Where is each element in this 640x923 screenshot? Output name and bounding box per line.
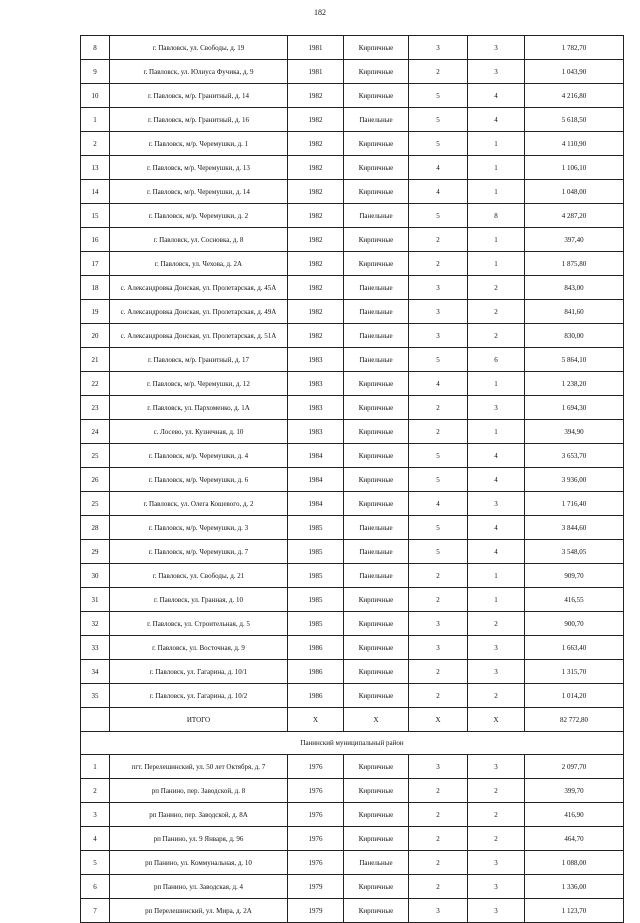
- row-floors: 5: [409, 540, 468, 564]
- table-row: [81, 444, 624, 468]
- row-number: 13: [81, 156, 110, 180]
- row-number: 3: [81, 803, 110, 827]
- row-year: 1981: [288, 60, 344, 84]
- table-row: [81, 516, 624, 540]
- row-year: 1983: [288, 348, 344, 372]
- row-material: Кирпичные: [344, 803, 409, 827]
- row-material: Кирпичные: [344, 492, 409, 516]
- total-row: [81, 708, 624, 732]
- row-address: рп Панино, пер. Заводской, д. 8А: [110, 803, 288, 827]
- row-floors: 2: [409, 228, 468, 252]
- row-year: 1982: [288, 252, 344, 276]
- row-area: 3 653,70: [525, 444, 624, 468]
- row-address: г. Павловск, м/р. Черемушки, д. 3: [110, 516, 288, 540]
- row-area: 1 043,90: [525, 60, 624, 84]
- table-row: [81, 204, 624, 228]
- row-area: 399,70: [525, 779, 624, 803]
- table-row: [81, 612, 624, 636]
- row-year: 1986: [288, 636, 344, 660]
- row-number: 1: [81, 755, 110, 779]
- row-number: 26: [81, 468, 110, 492]
- row-material: Кирпичные: [344, 372, 409, 396]
- row-address: г. Павловск, м/р. Черемушки, д. 7: [110, 540, 288, 564]
- row-floors: 3: [409, 755, 468, 779]
- table-row: [81, 252, 624, 276]
- row-area: 900,70: [525, 612, 624, 636]
- row-material: Кирпичные: [344, 60, 409, 84]
- row-material: Кирпичные: [344, 875, 409, 899]
- row-year: 1976: [288, 755, 344, 779]
- housing-registry-table: [80, 35, 624, 923]
- row-number: 32: [81, 612, 110, 636]
- row-year: 1983: [288, 420, 344, 444]
- row-address: г. Павловск, ул. Олега Кошевого, д. 2: [110, 492, 288, 516]
- table-row: [81, 779, 624, 803]
- table-row: [81, 899, 624, 923]
- row-number: 19: [81, 300, 110, 324]
- row-floors: 4: [409, 372, 468, 396]
- row-address: г. Павловск, м/р. Черемушки, д. 14: [110, 180, 288, 204]
- row-address: г. Павловск, ул. Юлиуса Фучика, д. 9: [110, 60, 288, 84]
- row-entrances: 3: [468, 60, 525, 84]
- row-number: 29: [81, 540, 110, 564]
- row-entrances: 2: [468, 276, 525, 300]
- row-address: г. Павловск, ул. Гагарина, д. 10/2: [110, 684, 288, 708]
- table-row: [81, 636, 624, 660]
- total-year: Х: [288, 708, 344, 732]
- section-title: Панинский муниципальный район: [81, 732, 624, 755]
- row-material: Панельные: [344, 324, 409, 348]
- row-entrances: 2: [468, 684, 525, 708]
- table-row: [81, 588, 624, 612]
- row-year: 1982: [288, 180, 344, 204]
- row-area: 4 287,20: [525, 204, 624, 228]
- row-address: рп Панино, ул. Заводская, д. 4: [110, 875, 288, 899]
- row-entrances: 2: [468, 779, 525, 803]
- table-row: [81, 156, 624, 180]
- row-floors: 3: [409, 612, 468, 636]
- row-address: рп Перелешинский, ул. Мира, д. 2А: [110, 899, 288, 923]
- row-area: 843,00: [525, 276, 624, 300]
- row-floors: 5: [409, 516, 468, 540]
- row-material: Кирпичные: [344, 612, 409, 636]
- row-material: Панельные: [344, 540, 409, 564]
- row-area: 1 875,80: [525, 252, 624, 276]
- table-row: [81, 827, 624, 851]
- row-address: г. Павловск, ул. Гранная, д. 10: [110, 588, 288, 612]
- row-address: г. Павловск, ул. Пархоменко, д. 1А: [110, 396, 288, 420]
- row-entrances: 4: [468, 540, 525, 564]
- row-area: 830,00: [525, 324, 624, 348]
- table-row: [81, 684, 624, 708]
- row-entrances: 2: [468, 827, 525, 851]
- table-row: [81, 540, 624, 564]
- row-area: 416,55: [525, 588, 624, 612]
- row-entrances: 3: [468, 660, 525, 684]
- row-material: Кирпичные: [344, 180, 409, 204]
- row-number: 25: [81, 444, 110, 468]
- table-row: [81, 300, 624, 324]
- row-material: Кирпичные: [344, 660, 409, 684]
- row-address: г. Павловск, ул. Свободы, д. 19: [110, 36, 288, 60]
- row-floors: 5: [409, 468, 468, 492]
- row-number: 8: [81, 36, 110, 60]
- row-floors: 2: [409, 875, 468, 899]
- row-area: 841,60: [525, 300, 624, 324]
- row-floors: 5: [409, 348, 468, 372]
- row-year: 1982: [288, 204, 344, 228]
- row-material: Кирпичные: [344, 228, 409, 252]
- row-year: 1982: [288, 84, 344, 108]
- row-entrances: 8: [468, 204, 525, 228]
- row-number: 31: [81, 588, 110, 612]
- row-area: 909,70: [525, 564, 624, 588]
- row-floors: 4: [409, 492, 468, 516]
- row-entrances: 1: [468, 180, 525, 204]
- row-year: 1979: [288, 875, 344, 899]
- row-floors: 3: [409, 899, 468, 923]
- row-area: 394,90: [525, 420, 624, 444]
- registry-rows-part1: [81, 36, 624, 708]
- row-floors: 4: [409, 156, 468, 180]
- row-material: Кирпичные: [344, 84, 409, 108]
- row-entrances: 1: [468, 156, 525, 180]
- row-address: г. Павловск, ул. Чехова, д. 2А: [110, 252, 288, 276]
- row-floors: 2: [409, 803, 468, 827]
- row-material: Кирпичные: [344, 444, 409, 468]
- row-material: Кирпичные: [344, 132, 409, 156]
- row-year: 1976: [288, 851, 344, 875]
- row-year: 1984: [288, 468, 344, 492]
- row-address: г. Павловск, м/р. Гранитный, д. 17: [110, 348, 288, 372]
- row-address: с. Александровка Донская, ул. Пролетарская, д. 49А: [110, 300, 288, 324]
- page-number: 182: [314, 8, 326, 17]
- row-area: 1 123,70: [525, 899, 624, 923]
- table-row: [81, 228, 624, 252]
- row-area: 1 048,00: [525, 180, 624, 204]
- row-number: 34: [81, 660, 110, 684]
- row-address: г. Павловск, ул. Сосновка, д. 8: [110, 228, 288, 252]
- row-area: 397,40: [525, 228, 624, 252]
- row-floors: 5: [409, 84, 468, 108]
- row-address: с. Александровка Донская, ул. Пролетарская, д. 51А: [110, 324, 288, 348]
- row-floors: 2: [409, 588, 468, 612]
- row-year: 1976: [288, 803, 344, 827]
- row-material: Кирпичные: [344, 420, 409, 444]
- row-number: 9: [81, 60, 110, 84]
- row-entrances: 2: [468, 300, 525, 324]
- row-floors: 2: [409, 684, 468, 708]
- row-material: Кирпичные: [344, 636, 409, 660]
- row-area: 4 216,80: [525, 84, 624, 108]
- row-number: 18: [81, 276, 110, 300]
- table-row: [81, 396, 624, 420]
- row-entrances: 3: [468, 492, 525, 516]
- row-floors: 2: [409, 779, 468, 803]
- table-row: [81, 803, 624, 827]
- row-address: г. Павловск, м/р. Гранитный, д. 14: [110, 84, 288, 108]
- row-area: 3 548,05: [525, 540, 624, 564]
- row-entrances: 1: [468, 588, 525, 612]
- table-row: [81, 36, 624, 60]
- row-entrances: 2: [468, 803, 525, 827]
- row-entrances: 1: [468, 228, 525, 252]
- row-address: г. Павловск, м/р. Черемушки, д. 6: [110, 468, 288, 492]
- row-material: Кирпичные: [344, 36, 409, 60]
- row-year: 1985: [288, 564, 344, 588]
- row-material: Панельные: [344, 516, 409, 540]
- table-row: [81, 468, 624, 492]
- row-area: 4 110,90: [525, 132, 624, 156]
- total-num-cell: [81, 708, 110, 732]
- row-area: 5 864,10: [525, 348, 624, 372]
- row-year: 1982: [288, 156, 344, 180]
- row-year: 1982: [288, 300, 344, 324]
- row-number: 33: [81, 636, 110, 660]
- row-material: Кирпичные: [344, 588, 409, 612]
- row-number: 30: [81, 564, 110, 588]
- row-address: г. Павловск, м/р. Черемушки, д. 4: [110, 444, 288, 468]
- row-entrances: 1: [468, 420, 525, 444]
- row-year: 1982: [288, 228, 344, 252]
- row-floors: 2: [409, 851, 468, 875]
- row-year: 1985: [288, 588, 344, 612]
- row-area: 416,90: [525, 803, 624, 827]
- row-floors: 2: [409, 420, 468, 444]
- table-row: [81, 276, 624, 300]
- row-year: 1983: [288, 372, 344, 396]
- row-year: 1985: [288, 540, 344, 564]
- row-number: 20: [81, 324, 110, 348]
- row-material: Панельные: [344, 851, 409, 875]
- row-address: рп Панино, пер. Заводской, д. 8: [110, 779, 288, 803]
- row-number: 28: [81, 516, 110, 540]
- row-address: г. Павловск, ул. Восточная, д. 9: [110, 636, 288, 660]
- row-area: 1 014,20: [525, 684, 624, 708]
- row-material: Кирпичные: [344, 252, 409, 276]
- row-material: Кирпичные: [344, 827, 409, 851]
- row-entrances: 3: [468, 875, 525, 899]
- row-year: 1985: [288, 612, 344, 636]
- row-area: 1 336,00: [525, 875, 624, 899]
- row-area: 1 106,10: [525, 156, 624, 180]
- row-area: 1 782,70: [525, 36, 624, 60]
- table-row: [81, 108, 624, 132]
- row-entrances: 1: [468, 372, 525, 396]
- total-label: ИТОГО: [110, 708, 288, 732]
- row-number: 5: [81, 851, 110, 875]
- row-year: 1976: [288, 779, 344, 803]
- row-area: 2 097,70: [525, 755, 624, 779]
- row-material: Панельные: [344, 564, 409, 588]
- row-floors: 5: [409, 204, 468, 228]
- table-row: [81, 324, 624, 348]
- table-row: [81, 84, 624, 108]
- row-address: г. Павловск, ул. Свободы, д. 21: [110, 564, 288, 588]
- row-material: Панельные: [344, 108, 409, 132]
- row-material: Кирпичные: [344, 468, 409, 492]
- row-area: 464,70: [525, 827, 624, 851]
- row-floors: 2: [409, 564, 468, 588]
- row-year: 1982: [288, 132, 344, 156]
- registry-rows-part2: [81, 755, 624, 923]
- row-address: г. Павловск, м/р. Черемушки, д. 1: [110, 132, 288, 156]
- row-year: 1986: [288, 684, 344, 708]
- row-year: 1979: [288, 899, 344, 923]
- table-row: [81, 755, 624, 779]
- row-floors: 3: [409, 300, 468, 324]
- row-number: 4: [81, 827, 110, 851]
- table-row: [81, 564, 624, 588]
- row-year: 1982: [288, 324, 344, 348]
- row-material: Кирпичные: [344, 684, 409, 708]
- table-row: [81, 420, 624, 444]
- total-section: [81, 708, 624, 755]
- row-area: 1 238,20: [525, 372, 624, 396]
- row-number: 10: [81, 84, 110, 108]
- row-year: 1982: [288, 276, 344, 300]
- row-floors: 2: [409, 660, 468, 684]
- row-number: 2: [81, 779, 110, 803]
- row-floors: 5: [409, 108, 468, 132]
- row-floors: 5: [409, 444, 468, 468]
- row-year: 1981: [288, 36, 344, 60]
- table-row: [81, 60, 624, 84]
- row-material: Кирпичные: [344, 396, 409, 420]
- row-number: 23: [81, 396, 110, 420]
- row-material: Кирпичные: [344, 755, 409, 779]
- row-address: г. Павловск, м/р. Черемушки, д. 13: [110, 156, 288, 180]
- row-number: 16: [81, 228, 110, 252]
- row-entrances: 3: [468, 36, 525, 60]
- row-entrances: 4: [468, 84, 525, 108]
- row-address: г. Павловск, ул. Гагарина, д. 10/1: [110, 660, 288, 684]
- table-row: [81, 660, 624, 684]
- row-number: 24: [81, 420, 110, 444]
- row-entrances: 4: [468, 444, 525, 468]
- row-floors: 3: [409, 36, 468, 60]
- row-number: 6: [81, 875, 110, 899]
- table-row: [81, 851, 624, 875]
- row-area: 1 315,70: [525, 660, 624, 684]
- section-header-row: [81, 732, 624, 755]
- table-row: [81, 348, 624, 372]
- row-entrances: 3: [468, 755, 525, 779]
- row-number: 1: [81, 108, 110, 132]
- row-floors: 4: [409, 180, 468, 204]
- row-entrances: 1: [468, 564, 525, 588]
- row-number: 7: [81, 899, 110, 923]
- row-floors: 2: [409, 252, 468, 276]
- row-area: 5 618,50: [525, 108, 624, 132]
- row-material: Кирпичные: [344, 156, 409, 180]
- row-material: Панельные: [344, 276, 409, 300]
- row-entrances: 4: [468, 468, 525, 492]
- row-material: Кирпичные: [344, 899, 409, 923]
- total-floors: Х: [409, 708, 468, 732]
- row-year: 1986: [288, 660, 344, 684]
- row-material: Панельные: [344, 300, 409, 324]
- row-number: 2: [81, 132, 110, 156]
- row-address: г. Павловск, ул. Строительная, д. 5: [110, 612, 288, 636]
- row-entrances: 3: [468, 899, 525, 923]
- row-year: 1982: [288, 108, 344, 132]
- row-year: 1985: [288, 516, 344, 540]
- row-material: Панельные: [344, 348, 409, 372]
- row-entrances: 3: [468, 396, 525, 420]
- row-material: Панельные: [344, 204, 409, 228]
- row-area: 3 936,00: [525, 468, 624, 492]
- row-address: г. Павловск, м/р. Черемушки, д. 2: [110, 204, 288, 228]
- row-entrances: 4: [468, 516, 525, 540]
- row-material: Кирпичные: [344, 779, 409, 803]
- row-number: 15: [81, 204, 110, 228]
- table-row: [81, 875, 624, 899]
- row-floors: 5: [409, 132, 468, 156]
- row-number: 35: [81, 684, 110, 708]
- total-area: 82 772,80: [525, 708, 624, 732]
- row-year: 1984: [288, 444, 344, 468]
- row-address: рп Панино, ул. 9 Января, д. 96: [110, 827, 288, 851]
- row-number: 14: [81, 180, 110, 204]
- row-floors: 3: [409, 276, 468, 300]
- row-entrances: 4: [468, 108, 525, 132]
- row-area: 3 844,60: [525, 516, 624, 540]
- row-address: с. Александровка Донская, ул. Пролетарская, д. 45А: [110, 276, 288, 300]
- row-area: 1 088,00: [525, 851, 624, 875]
- row-entrances: 6: [468, 348, 525, 372]
- row-floors: 2: [409, 827, 468, 851]
- table-row: [81, 492, 624, 516]
- row-number: 17: [81, 252, 110, 276]
- row-floors: 3: [409, 636, 468, 660]
- row-floors: 2: [409, 396, 468, 420]
- row-entrances: 3: [468, 851, 525, 875]
- row-number: 21: [81, 348, 110, 372]
- row-entrances: 3: [468, 636, 525, 660]
- row-address: г. Павловск, м/р. Черемушки, д. 12: [110, 372, 288, 396]
- row-entrances: 1: [468, 252, 525, 276]
- row-floors: 3: [409, 324, 468, 348]
- row-address: с. Лосево, ул. Кузнечная, д. 10: [110, 420, 288, 444]
- row-entrances: 2: [468, 324, 525, 348]
- row-address: г. Павловск, м/р. Гранитный, д. 16: [110, 108, 288, 132]
- table-row: [81, 180, 624, 204]
- table-row: [81, 132, 624, 156]
- row-area: 1 663,40: [525, 636, 624, 660]
- total-entrances: Х: [468, 708, 525, 732]
- row-entrances: 2: [468, 612, 525, 636]
- row-year: 1984: [288, 492, 344, 516]
- row-address: рп Панино, ул. Коммунальная, д. 10: [110, 851, 288, 875]
- row-area: 1 694,30: [525, 396, 624, 420]
- row-area: 1 716,40: [525, 492, 624, 516]
- row-number: 22: [81, 372, 110, 396]
- row-floors: 2: [409, 60, 468, 84]
- row-address: пгт. Перелешинский, ул. 50 лет Октября, д. 7: [110, 755, 288, 779]
- row-entrances: 1: [468, 132, 525, 156]
- table-row: [81, 372, 624, 396]
- row-number: 25: [81, 492, 110, 516]
- total-material: Х: [344, 708, 409, 732]
- row-year: 1976: [288, 827, 344, 851]
- row-year: 1983: [288, 396, 344, 420]
